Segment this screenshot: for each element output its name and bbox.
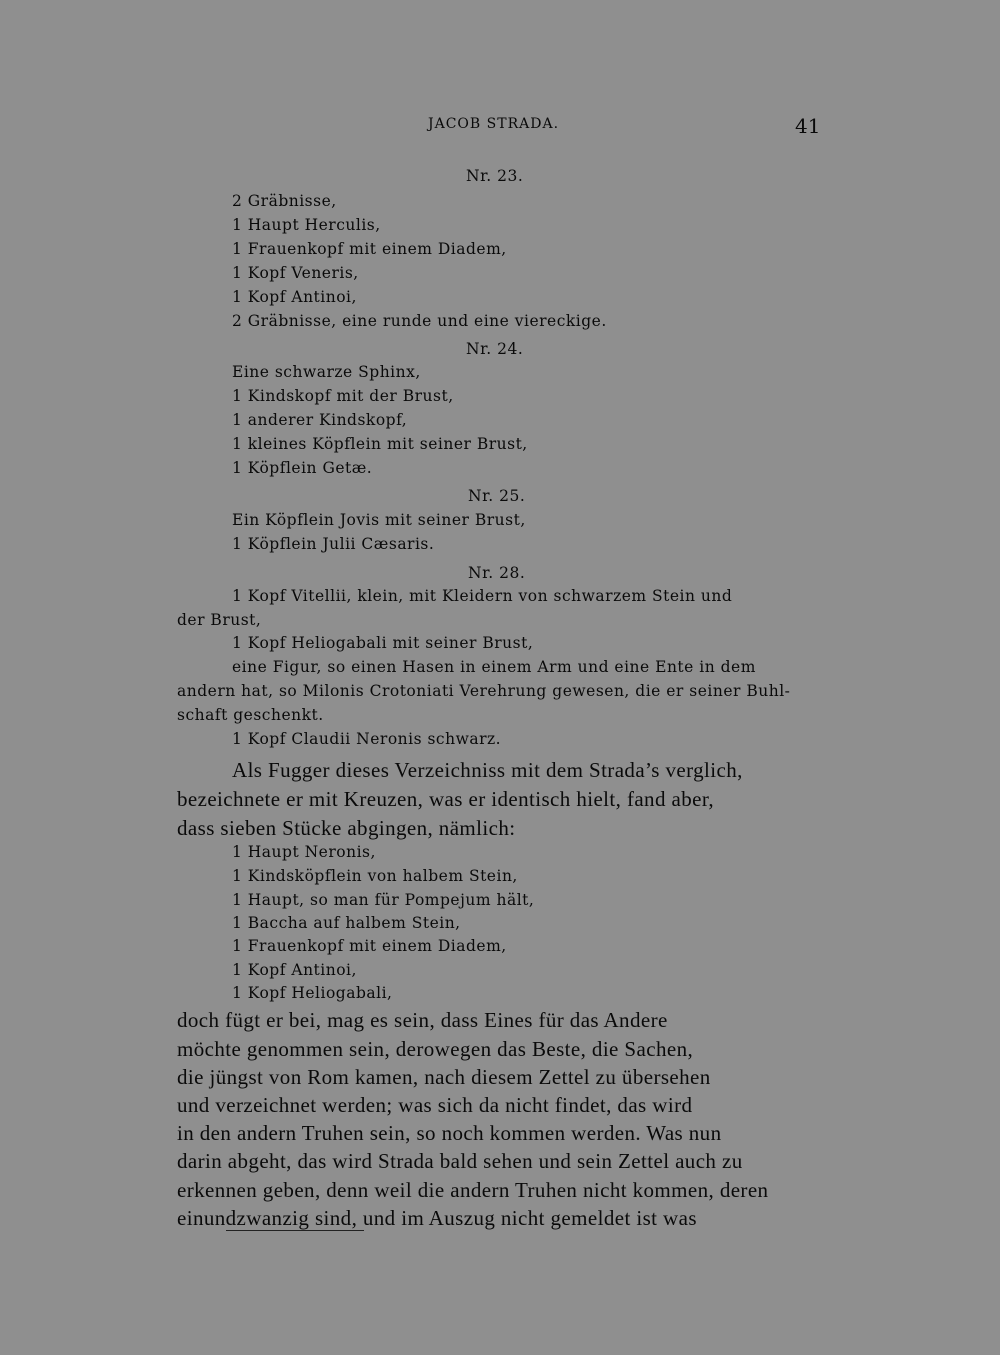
- paragraph-line: einundzwanzig sind, und im Auszug nicht gemeldet ist was: [177, 1206, 697, 1230]
- paragraph-line: bezeichnete er mit Kreuzen, was er identisch hielt, fand aber,: [177, 787, 715, 811]
- list-item: andern hat, so Milonis Crotoniati Verehrung gewesen, die er seiner Buhl-: [177, 682, 791, 700]
- paragraph-line: dass sieben Stücke abgingen, nämlich:: [177, 816, 516, 840]
- list-item: 1 Haupt Neronis,: [232, 843, 376, 861]
- paragraph-line: die jüngst von Rom kamen, nach diesem Zettel zu übersehen: [177, 1065, 711, 1089]
- list-item: 1 Kindskopf mit der Brust,: [232, 387, 454, 405]
- list-item: 1 Frauenkopf mit einem Diadem,: [232, 937, 507, 955]
- paragraph-line: möchte genommen sein, derowegen das Beste, die Sachen,: [177, 1037, 694, 1061]
- list-item: der Brust,: [177, 611, 262, 629]
- list-item: 1 Kindsköpflein von halbem Stein,: [232, 867, 518, 885]
- paragraph-line: und verzeichnet werden; was sich da nicht findet, das wird: [177, 1093, 693, 1117]
- list-item: 1 Köpflein Julii Cæsaris.: [232, 535, 435, 553]
- paragraph-line: erkennen geben, denn weil die andern Truhen nicht kommen, deren: [177, 1178, 769, 1202]
- running-head: JACOB STRADA.: [428, 116, 560, 132]
- paragraph-line: Als Fugger dieses Verzeichniss mit dem Strada’s verglich,: [232, 758, 743, 782]
- page-header: [0, 114, 1000, 138]
- list-item: 1 Kopf Veneris,: [232, 264, 359, 282]
- section-heading: Nr. 24.: [466, 340, 524, 358]
- list-item: 1 Kopf Heliogabali mit seiner Brust,: [232, 634, 534, 652]
- list-item: 1 Kopf Heliogabali,: [232, 984, 393, 1002]
- page-number: 41: [795, 114, 821, 138]
- list-item: Ein Köpflein Jovis mit seiner Brust,: [232, 511, 526, 529]
- list-item: 1 kleines Köpflein mit seiner Brust,: [232, 435, 528, 453]
- list-item: 1 anderer Kindskopf,: [232, 411, 408, 429]
- paragraph-line: doch fügt er bei, mag es sein, dass Eines für das Andere: [177, 1008, 668, 1032]
- list-item: 1 Kopf Antinoi,: [232, 961, 357, 979]
- list-item: 1 Haupt Herculis,: [232, 216, 381, 234]
- list-item: 1 Baccha auf halbem Stein,: [232, 914, 461, 932]
- list-item: 1 Köpflein Getæ.: [232, 459, 373, 477]
- section-heading: Nr. 28.: [468, 564, 526, 582]
- list-item: 2 Gräbnisse, eine runde und eine viereckige.: [232, 312, 607, 330]
- pencil-underline: [226, 1230, 364, 1231]
- list-item: 1 Kopf Claudii Neronis schwarz.: [232, 730, 502, 748]
- list-item: 1 Kopf Antinoi,: [232, 288, 357, 306]
- list-item: 2 Gräbnisse,: [232, 192, 337, 210]
- list-item: 1 Frauenkopf mit einem Diadem,: [232, 240, 507, 258]
- list-item: 1 Haupt, so man für Pompejum hält,: [232, 891, 535, 909]
- list-item: schaft geschenkt.: [177, 706, 324, 724]
- list-item: Eine schwarze Sphinx,: [232, 363, 421, 381]
- list-item: 1 Kopf Vitellii, klein, mit Kleidern von schwarzem Stein und: [232, 587, 733, 605]
- section-heading: Nr. 23.: [466, 167, 524, 185]
- paragraph-line: in den andern Truhen sein, so noch kommen werden. Was nun: [177, 1121, 722, 1145]
- list-item: eine Figur, so einen Hasen in einem Arm und eine Ente in dem: [232, 658, 756, 676]
- paragraph-line: darin abgeht, das wird Strada bald sehen und sein Zettel auch zu: [177, 1149, 743, 1173]
- section-heading: Nr. 25.: [468, 487, 526, 505]
